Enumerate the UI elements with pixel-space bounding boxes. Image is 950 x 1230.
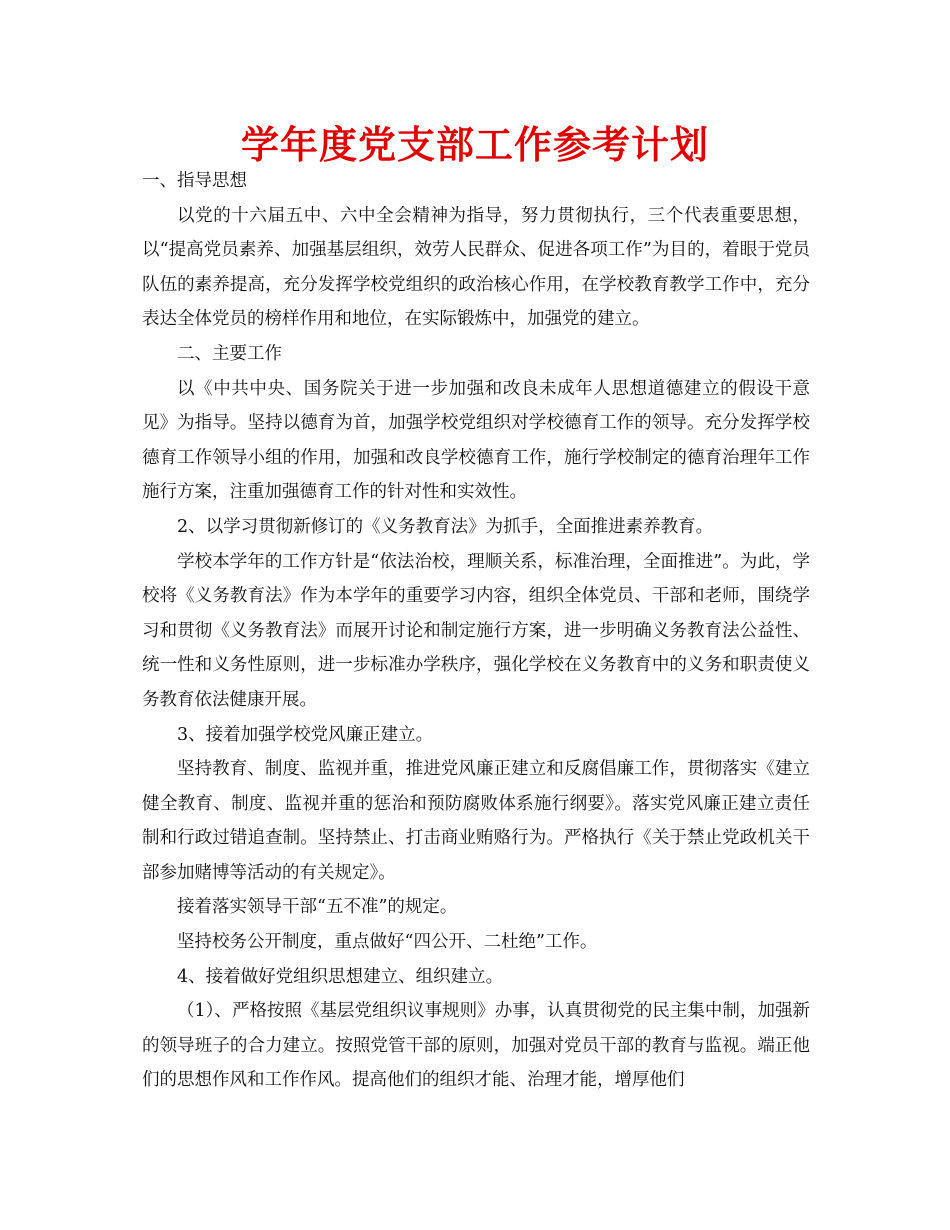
document-body (142, 164, 810, 1098)
body-paragraph: （1）、严格按照《基层党组织议事规则》办事，认真贯彻党的民主集中制，加强新的领导班子的合力建立。按照党管干部的原则，加强对党员干部的教育与监视。端正他们的思想作风和工作作风。提高他们的组织才能、治理才能，增厚他们 (142, 1001, 810, 1091)
body-paragraph: 二、主要工作 (177, 343, 282, 364)
body-paragraph: 接着落实领导干部“五不准”的规定。 (177, 897, 458, 918)
body-paragraph: 坚持校务公开制度，重点做好“四公开、二杜绝”工作。 (177, 932, 598, 953)
document-title: 学年度党支部工作参考计划 (240, 123, 709, 167)
body-paragraph: 3、接着加强学校党风廉正建立。 (177, 724, 434, 745)
body-paragraph: 坚持教育、制度、监视并重，推进党风廉正建立和反腐倡廉工作，贯彻落实《建立健全教育、制度、监视并重的惩治和预防腐败体系施行纲要》。落实党风廉正建立责任制和行政过错追查制。坚持禁止、打击商业贿赂行为。严格执行《关于禁止党政机关干部参加赌博等活动的有关规定》。 (142, 759, 810, 883)
body-paragraph: 以《中共中央、国务院关于进一步加强和改良未成年人思想道德建立的假设干意见》为指导。坚持以德育为首，加强学校党组织对学校德育工作的领导。充分发挥学校德育工作领导小组的作用，加强和改良学校德育工作，施行学校制定的德育治理年工作施行方案，注重加强德育工作的针对性和实效性。 (142, 378, 810, 503)
body-paragraph: 以党的十六届五中、六中全会精神为指导，努力贯彻执行，三个代表重要思想，以“提高党员素养、加强基层组织，效劳人民群众、促进各项工作”为目的，着眼于党员队伍的素养提高，充分发挥学校党组织的政治核心作用，在学校教育教学工作中，充分表达全体党员的榜样作用和地位，在实际锻炼中，加强党的建立。 (142, 205, 810, 330)
body-paragraph: 一、指导思想 (142, 171, 247, 191)
body-paragraph: 学校本学年的工作方针是“依法治校，理顺关系，标准治理，全面推进”。为此，学校将《义务教育法》作为本学年的重要学习内容，组织全体党员、干部和老师，围绕学习和贯彻《义务教育法》而展开讨论和制定施行方案，进一步明确义务教育法公益性、统一性和义务性原则，进一步标准办学秩序，强化学校在义务教育中的义务和职责使义务教育依法健康开展。 (142, 551, 810, 710)
body-paragraph: 4、接着做好党组织思想建立、组织建立。 (177, 966, 504, 987)
body-paragraph: 2、以学习贯彻新修订的《义务教育法》为抓手，全面推进素养教育。 (177, 516, 714, 537)
